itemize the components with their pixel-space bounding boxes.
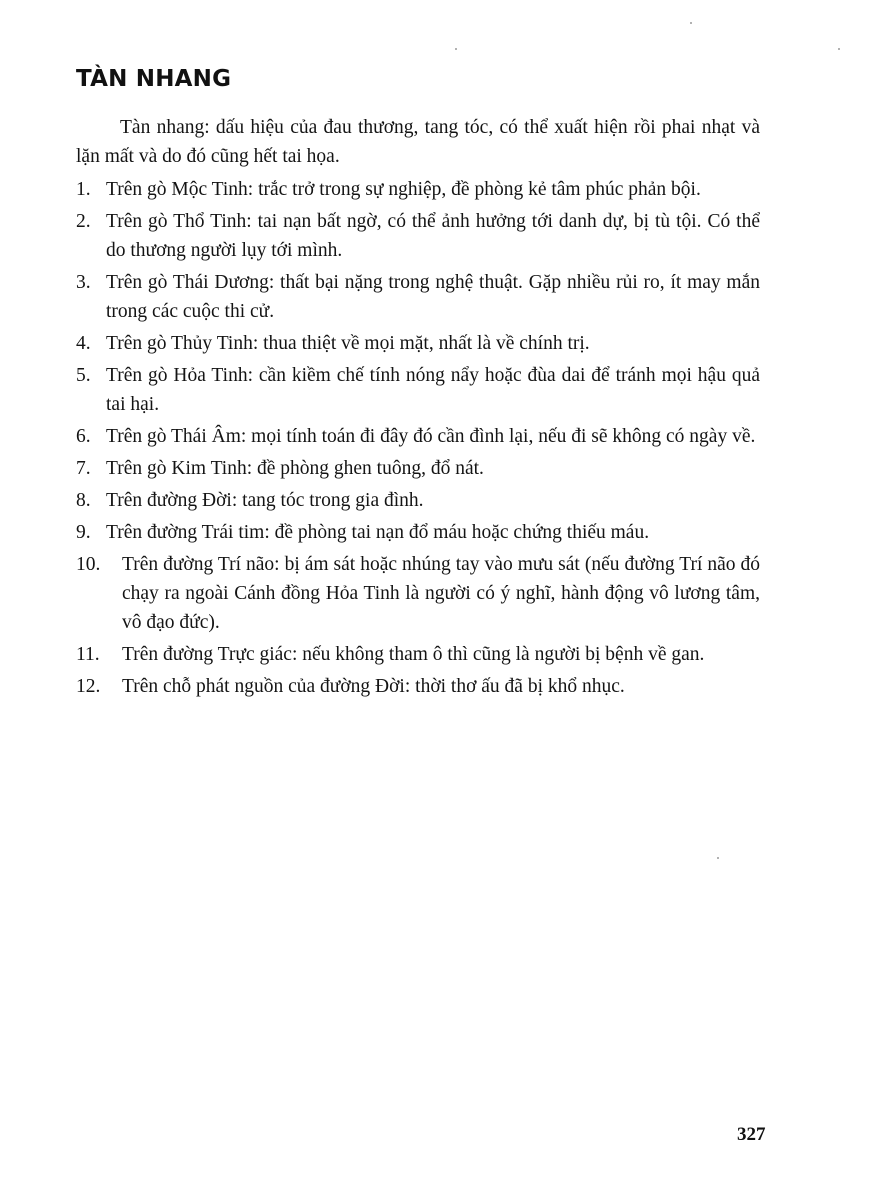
list-item [76,454,760,483]
item-text: Trên gò Thủy Tinh: thua thiệt về mọi mặt, nhất là về chính trị. [106,333,590,354]
item-text: Trên gò Mộc Tinh: trắc trở trong sự nghiệp, đề phòng kẻ tâm phúc phản bội. [106,179,701,200]
scan-speck [690,22,692,24]
list-item [76,361,760,419]
item-text: Trên đường Đời: tang tóc trong gia đình. [106,490,424,511]
page-number: 327 [737,1124,766,1145]
item-text: Trên gò Kim Tinh: đề phòng ghen tuông, đổ nát. [106,458,484,479]
list-item [76,672,760,701]
list-item [76,268,760,326]
item-number: 2. [76,211,91,232]
list-item [76,486,760,515]
list-item [76,640,760,669]
item-number: 4. [76,333,91,354]
section-title: TÀN NHANG [76,66,232,92]
list-item [76,329,760,358]
list-item [76,175,760,204]
section-body [76,113,760,704]
numbered-list [76,175,760,701]
scan-speck [717,857,719,859]
item-text: Trên gò Thái Âm: mọi tính toán đi đây đó cần đình lại, nếu đi sẽ không có ngày về. [106,426,756,447]
item-text: Trên đường Trí não: bị ám sát hoặc nhúng tay vào mưu sát (nếu đường Trí não đó chạy ra ngoài Cánh đồng Hỏa Tinh là người có ý nghĩ, hành động vô lương tâm, vô đạo đức). [122,554,760,633]
item-number: 7. [76,458,91,479]
item-number: 6. [76,426,91,447]
intro-paragraph: Tàn nhang: dấu hiệu của đau thương, tang tóc, có thể xuất hiện rồi phai nhạt và lặn mất và do đó cũng hết tai họa. [76,117,760,167]
item-number: 9. [76,522,91,543]
list-item [76,518,760,547]
item-text: Trên đường Trực giác: nếu không tham ô thì cũng là người bị bệnh về gan. [122,644,705,665]
item-text: Trên chỗ phát nguồn của đường Đời: thời thơ ấu đã bị khổ nhục. [122,676,625,697]
item-number: 3. [76,272,91,293]
item-text: Trên đường Trái tim: đề phòng tai nạn đổ máu hoặc chứng thiếu máu. [106,522,650,543]
item-number: 8. [76,490,91,511]
list-item [76,550,760,637]
item-text: Trên gò Thổ Tinh: tai nạn bất ngờ, có thể ảnh hưởng tới danh dự, bị tù tội. Có thể do thương người lụy tới mình. [106,211,760,261]
item-number: 11. [76,644,100,665]
list-item [76,207,760,265]
item-number: 1. [76,179,91,200]
item-number: 10. [76,554,101,575]
list-item [76,422,760,451]
item-number: 5. [76,365,91,386]
item-text: Trên gò Hỏa Tinh: cần kiềm chế tính nóng nẩy hoặc đùa dai để tránh mọi hậu quả tai hại. [106,365,760,415]
item-text: Trên gò Thái Dương: thất bại nặng trong nghệ thuật. Gặp nhiều rủi ro, ít may mắn trong các cuộc thi cử. [106,272,760,322]
item-number: 12. [76,676,101,697]
scan-speck [838,48,840,50]
scan-speck [455,48,457,50]
